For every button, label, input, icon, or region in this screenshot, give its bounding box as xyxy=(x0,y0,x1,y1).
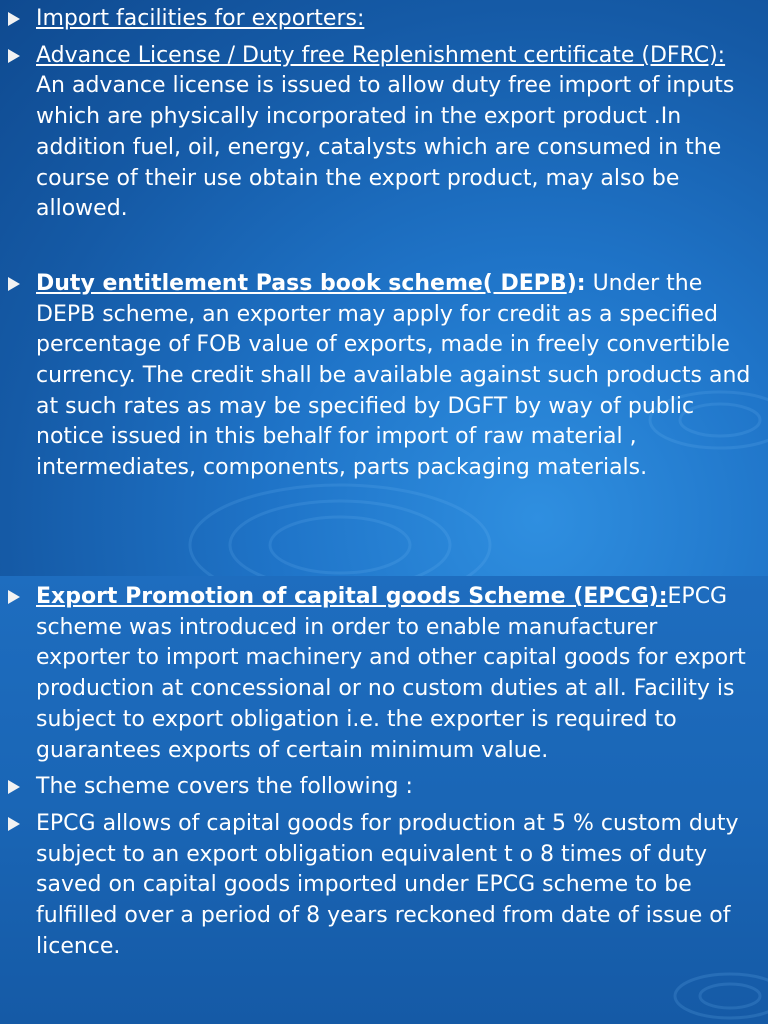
arrow-bullet-icon xyxy=(8,590,20,604)
arrow-bullet-icon xyxy=(8,780,20,794)
bullet-body: EPCG scheme was introduced in order to enable manufacturer exporter to import machinery and other capital goods for export production at concessional or no custom duties at all. Facility is subject to export obligation i.e. the exporter is required to guarantees exports of certain minimum value. xyxy=(36,584,746,763)
bullet-depb xyxy=(0,269,768,484)
bullet-import-facilities xyxy=(0,4,768,35)
arrow-bullet-icon xyxy=(8,49,20,63)
bullet-heading: Import facilities for exporters: xyxy=(36,6,365,31)
bullet-heading: Export Promotion of capital goods Scheme (EPCG): xyxy=(36,584,668,609)
bullet-epcg-allows xyxy=(0,809,768,963)
bullet-advance-license xyxy=(0,41,768,225)
bullet-body: EPCG allows of capital goods for production at 5 % custom duty subject to an export obligation equivalent t o 8 times of duty saved on capital goods imported under EPCG scheme to be fulfilled over a period of 8 years reckoned from date of issue of licence. xyxy=(36,810,739,959)
slide-2 xyxy=(0,576,768,1024)
arrow-bullet-icon xyxy=(8,12,20,26)
arrow-bullet-icon xyxy=(8,817,20,831)
bullet-heading: Duty entitlement Pass book scheme( DEPB xyxy=(36,270,567,296)
bullet-body: The scheme covers the following : xyxy=(36,774,413,800)
bullet-heading: Advance License / Duty free Replenishment certificate (DFRC): xyxy=(36,42,726,68)
bullet-heading-suffix: ): xyxy=(566,270,586,296)
bullet-body: Under the DEPB scheme, an exporter may apply for credit as a specified percentage of FOB value of exports, made in freely convertible currency. The credit shall be available against such products and at such rates as may be specified by DGFT by way of public notice issued in this behalf for import of raw material , intermediates, components, parts packaging materials. xyxy=(36,270,751,481)
slide-2-bullet-list xyxy=(0,582,768,962)
bullet-epcg xyxy=(0,582,768,766)
bullet-body: An advance license is issued to allow duty free import of inputs which are physically incorporated in the export product .In addition fuel, oil, energy, catalysts which are consumed in the course of their use obtain the export product, may also be allowed. xyxy=(36,73,735,222)
slide-1-bullet-list xyxy=(0,4,768,484)
bullet-scheme-covers xyxy=(0,772,768,803)
arrow-bullet-icon xyxy=(8,277,20,291)
